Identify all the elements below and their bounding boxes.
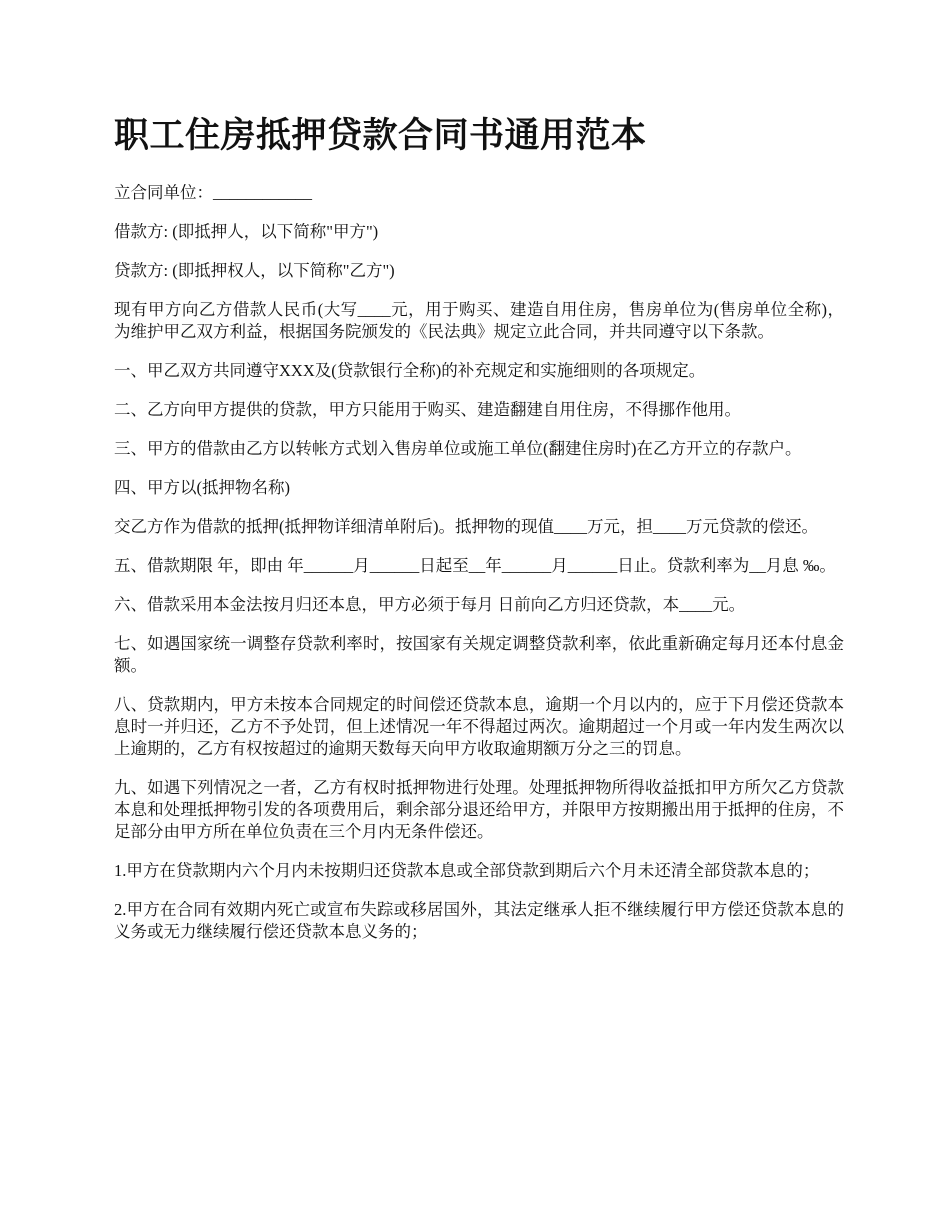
clause-9-item-1: 1.甲方在贷款期内六个月内未按期归还贷款本息或全部贷款到期后六个月未还清全部贷款本息的； (114, 861, 820, 880)
contract-party-unit: 立合同单位：____________ (114, 183, 312, 202)
clause-4-continued: 交乙方作为借款的抵押(抵押物详细清单附后)。抵押物的现值____万元，担____万元贷款的偿还。 (114, 517, 818, 536)
preamble-paragraph: 现有甲方向乙方借款人民币(大写____元，用于购买、建造自用住房，售房单位为(售房单位全称)， 为维护甲乙双方利益，根据国务院颁发的《民法典》规定立此合同，并共同遵守以下条款。 (114, 300, 844, 341)
clause-8: 八、贷款期内，甲方未按本合同规定的时间偿还贷款本息，逾期一个月以内的，应于下月偿还贷款本息时一并归还，乙方不予处罚，但上述情况一年不得超过两次。逾期超过一个月或一年内发生两次以上逾期的，乙方有权按超过的逾期天数每天向甲方收取逾期额万分之三的罚息。 (114, 695, 844, 758)
clause-1: 一、甲乙双方共同遵守XXX及(贷款银行全称)的补充规定和实施细则的各项规定。 (114, 361, 706, 380)
clause-9-item-2: 2.甲方在合同有效期内死亡或宣布失踪或移居国外，其法定继承人拒不继续履行甲方偿还贷款本息的义务或无力继续履行偿还贷款本息义务的； (114, 900, 844, 941)
clause-3: 三、甲方的借款由乙方以转帐方式划入售房单位或施工单位(翻建住房时)在乙方开立的存款户。 (114, 439, 802, 458)
document-page (114, 112, 844, 960)
clause-4: 四、甲方以(抵押物名称) (114, 478, 290, 497)
clause-2: 二、乙方向甲方提供的贷款，甲方只能用于购买、建造翻建自用住房，不得挪作他用。 (114, 400, 741, 419)
clause-6: 六、借款采用本金法按月归还本息，甲方必须于每月 日前向乙方归还贷款，本____元。 (114, 595, 746, 614)
document-title: 职工住房抵押贷款合同书通用范本 (114, 116, 647, 156)
clause-9: 九、如遇下列情况之一者，乙方有权时抵押物进行处理。处理抵押物所得收益抵扣甲方所欠乙方贷款本息和处理抵押物引发的各项费用后，剩余部分退还给甲方，并限甲方按期搬出用于抵押的住房，不足部分由甲方所在单位负责在三个月内无条件偿还。 (114, 778, 844, 841)
borrower-line: 借款方: (即抵押人，以下简称"甲方") (114, 222, 379, 241)
clause-5: 五、借款期限 年，即由 年______月______日起至__年______月______日止。贷款利率为__月息 ‰。 (114, 556, 836, 575)
lender-line: 贷款方: (即抵押权人，以下简称"乙方") (114, 261, 395, 280)
clause-7: 七、如遇国家统一调整存贷款利率时，按国家有关规定调整贷款利率，依此重新确定每月还本付息金额。 (114, 634, 844, 675)
